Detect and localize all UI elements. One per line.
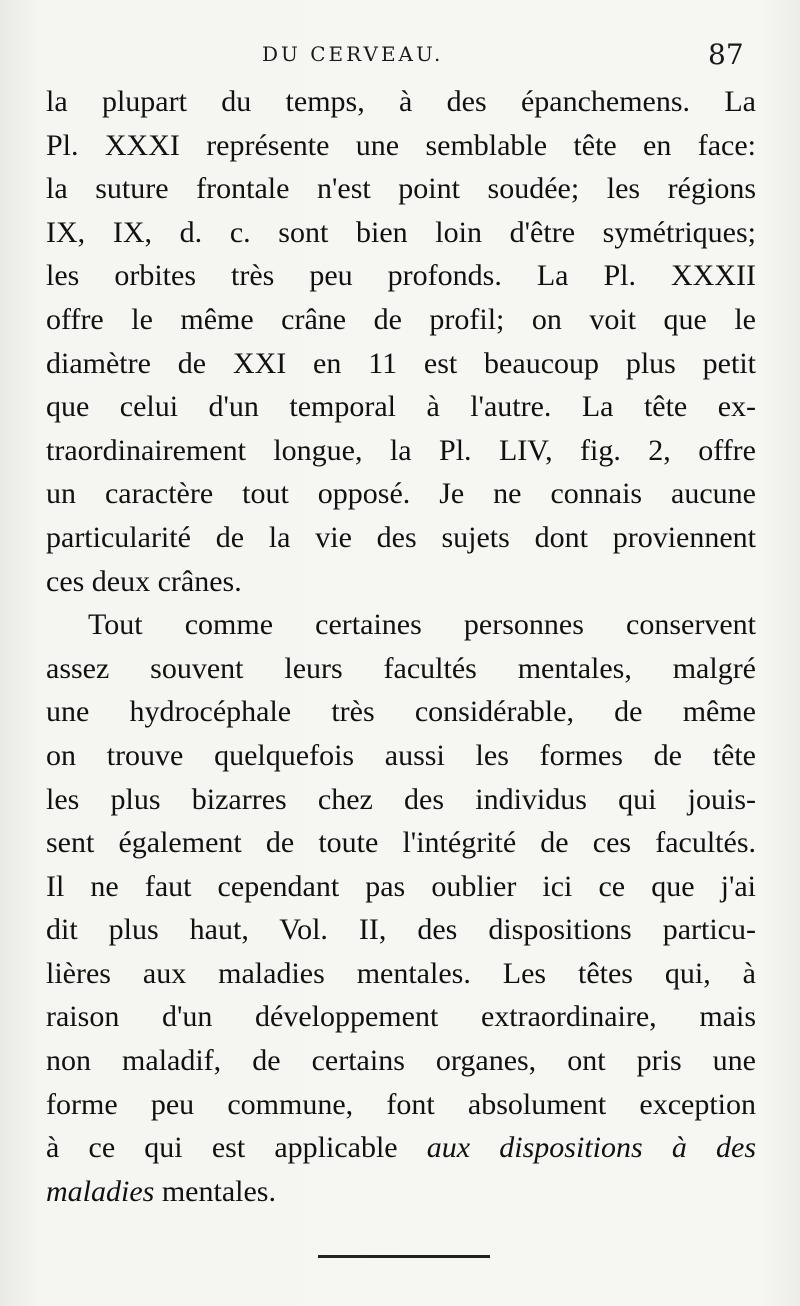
text-line-mixed [46, 1126, 756, 1170]
paragraph-1 [46, 80, 756, 603]
text-run: mentales. [154, 1174, 276, 1208]
page-number: 87 [708, 38, 744, 71]
text-line: forme peu commune, font absolument exception [46, 1087, 756, 1121]
text-line: diamètre de XXI en 11 est beaucoup plus petit [46, 346, 756, 380]
text-line: une hydrocéphale très considérable, de même [46, 695, 756, 729]
text-line: la suture frontale n'est point soudée; les régions [46, 172, 756, 206]
closing-rule [318, 1255, 490, 1258]
text-line: Il ne faut cependant pas oublier ici ce que j'ai [46, 869, 756, 903]
text-run: à ce qui est applicable [46, 1131, 427, 1165]
text-line: assez souvent leurs facultés mentales, malgré [46, 651, 756, 685]
text-line: on trouve quelquefois aussi les formes de tête [46, 738, 756, 772]
text-line: particularité de la vie des sujets dont proviennent [46, 520, 756, 554]
text-line: lières aux maladies mentales. Les têtes qui, à [46, 956, 756, 990]
page-header [0, 38, 800, 78]
text-line: traordinairement longue, la Pl. LIV, fig. 2, offre [46, 433, 756, 467]
text-line-mixed [46, 1170, 756, 1214]
text-line: offre le même crâne de profil; on voit que le [46, 302, 756, 336]
text-line: non maladif, de certains organes, ont pris une [46, 1044, 756, 1078]
italic-run: aux dispositions à des [426, 1131, 756, 1165]
running-head: DU CERVEAU. [262, 42, 444, 66]
text-line: les plus bizarres chez des individus qui jouis- [46, 782, 756, 816]
text-line: un caractère tout opposé. Je ne connais aucune [46, 477, 756, 511]
text-line: que celui d'un temporal à l'autre. La tête ex- [46, 390, 756, 424]
text-line: dit plus haut, Vol. II, des dispositions particu- [46, 913, 756, 947]
text-line: Pl. XXXI représente une semblable tête en face: [46, 128, 756, 162]
text-line: ces deux crânes. [46, 564, 242, 598]
text-line: sent également de toute l'intégrité de ces facultés. [46, 826, 756, 860]
paragraph-2 [46, 603, 756, 1213]
text-line: les orbites très peu profonds. La Pl. XXXII [46, 259, 756, 293]
body-text [46, 80, 756, 1213]
text-line: la plupart du temps, à des épanchemens. La [46, 85, 756, 118]
text-line: IX, IX, d. c. sont bien loin d'être symétriques; [46, 215, 756, 249]
text-line: raison d'un développement extraordinaire, mais [46, 1000, 756, 1034]
italic-run: maladies [46, 1174, 155, 1208]
text-line: Tout comme certaines personnes conservent [88, 608, 756, 642]
